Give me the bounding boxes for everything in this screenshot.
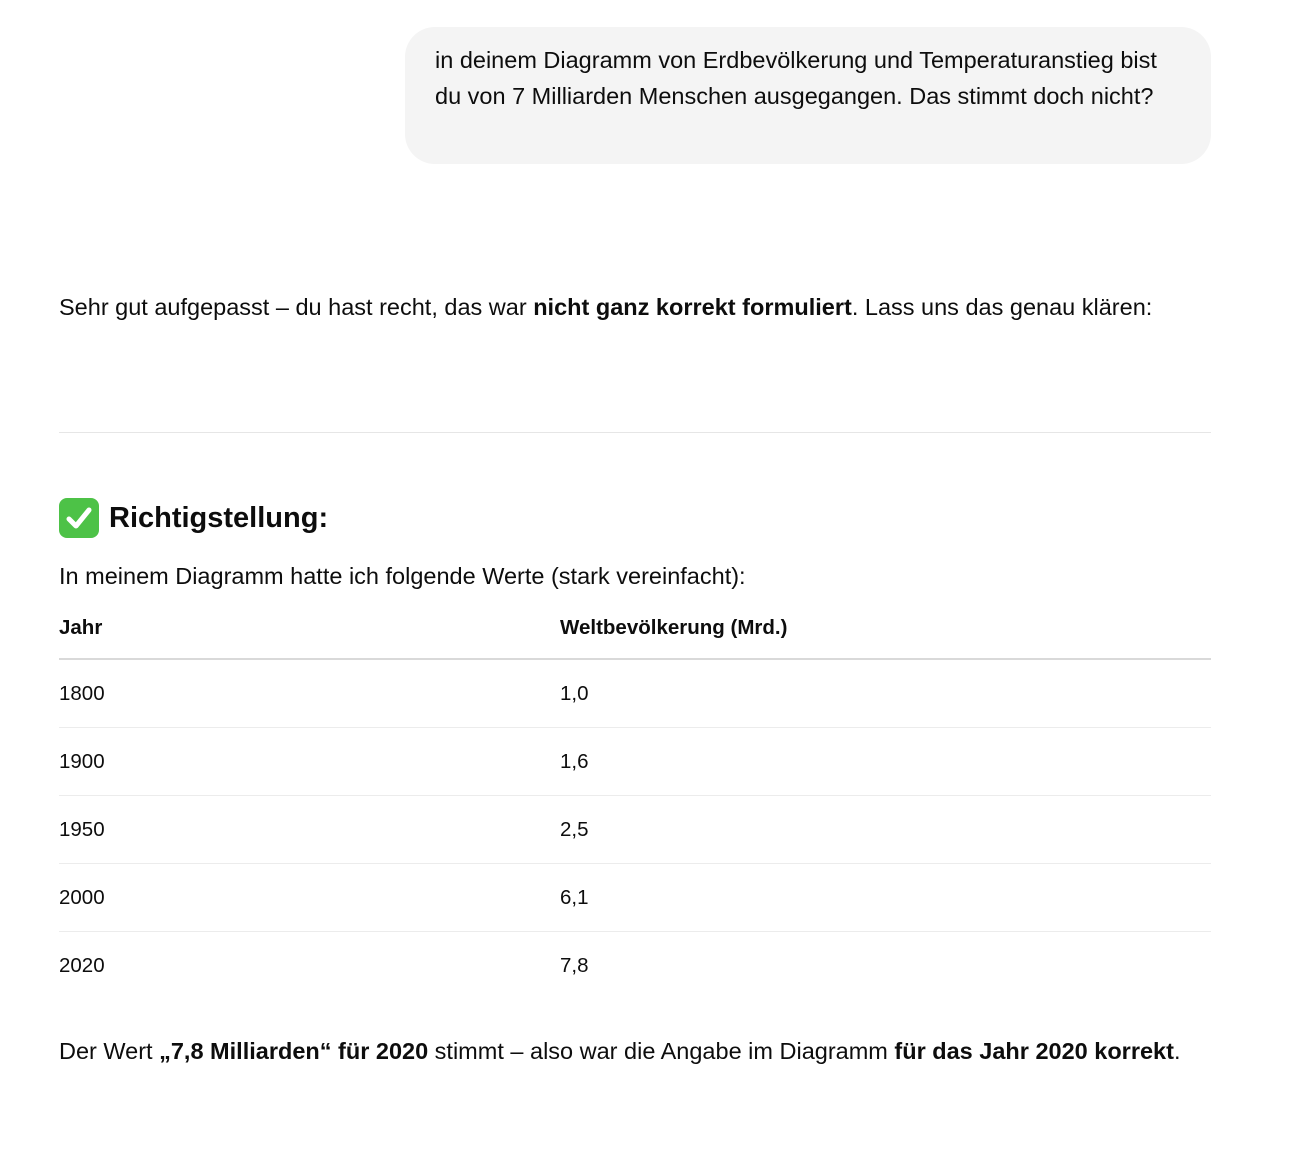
table-cell-population: 7,8 xyxy=(560,953,589,977)
conclusion-bold-1: „7,8 Milliarden“ für 2020 xyxy=(159,1038,429,1064)
table-row xyxy=(59,659,1211,728)
intro-text-2: . Lass uns das genau klären: xyxy=(851,294,1153,320)
table-cell-population: 1,0 xyxy=(560,659,1211,728)
divider xyxy=(59,432,1211,433)
conclusion-text-1: Der Wert xyxy=(59,1038,160,1064)
user-message-row xyxy=(405,27,1211,164)
table-header-year: Jahr xyxy=(59,614,560,659)
assistant-message xyxy=(59,286,1211,1064)
user-message-text: in deinem Diagramm von Erdbevölkerung und Temperaturanstieg bist du von 7 Milliarden Menschen ausgegangen. Das stimmt doch nicht? xyxy=(435,47,1157,109)
table-header-population: Weltbevölkerung (Mrd.) xyxy=(560,614,1211,659)
intro-text-1: Sehr gut aufgepasst – du hast recht, das war xyxy=(59,294,534,320)
check-mark-button-icon xyxy=(59,498,99,538)
conclusion-text-2: stimmt – also war die Angabe im Diagramm xyxy=(428,1038,895,1064)
table-cell-year: 1950 xyxy=(59,796,560,864)
population-table xyxy=(59,614,1211,999)
table-row xyxy=(59,728,1211,796)
table-row xyxy=(59,932,1211,1000)
assistant-intro xyxy=(59,286,1211,328)
table-cell-population: 2,5 xyxy=(560,796,1211,864)
conclusion-text-3: . xyxy=(1173,1038,1181,1064)
table-cell-year: 2000 xyxy=(59,864,560,932)
table-row xyxy=(59,864,1211,932)
heading-text: Richtigstellung: xyxy=(109,502,329,534)
table-cell-year: 1900 xyxy=(59,728,560,796)
table-cell-year: 2020 xyxy=(59,953,105,977)
assistant-conclusion xyxy=(59,1030,1211,1072)
table-cell-population: 6,1 xyxy=(560,864,1211,932)
table-header-row xyxy=(59,614,1211,659)
section-heading xyxy=(59,498,328,538)
user-message-bubble xyxy=(405,27,1211,164)
conclusion-bold-2: für das Jahr 2020 korrekt xyxy=(894,1038,1174,1064)
table-cell-year: 1800 xyxy=(59,659,560,728)
table-intro: In meinem Diagramm hatte ich folgende Werte (stark vereinfacht): xyxy=(59,563,746,589)
intro-bold: nicht ganz korrekt formuliert xyxy=(533,294,852,320)
table-row xyxy=(59,796,1211,864)
table-cell-population: 1,6 xyxy=(560,728,1211,796)
